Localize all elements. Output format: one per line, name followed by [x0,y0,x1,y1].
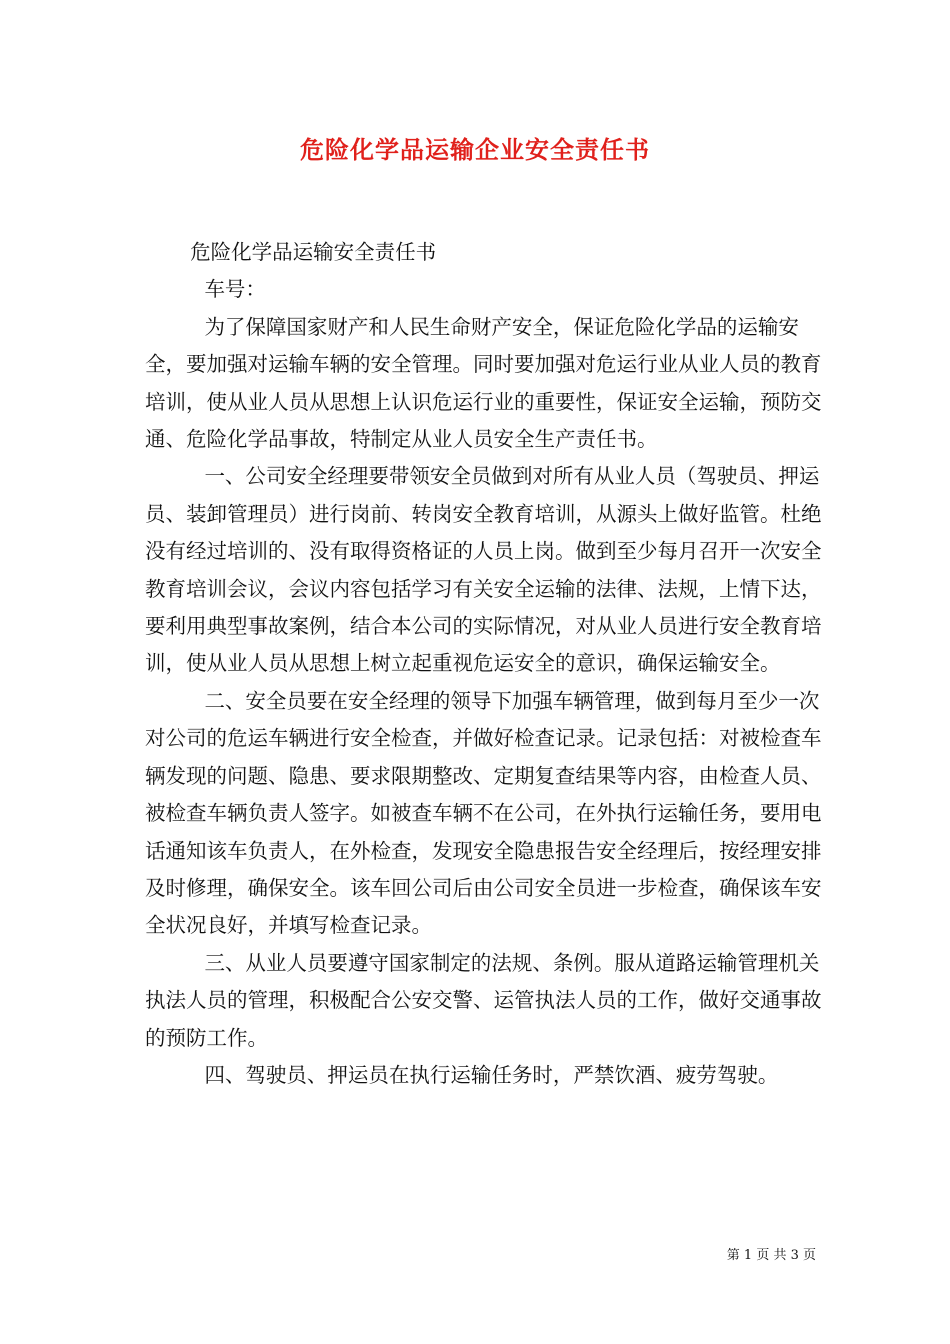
car-number-label: 车号： [204,277,266,302]
paragraph-item-4: 四、驾驶员、押运员在执行运输任务时，严禁饮酒、疲劳驾驶。 [204,1062,779,1087]
document-subtitle: 危险化学品运输安全责任书 [190,240,437,264]
document-title: 危险化学品运输企业安全责任书 [300,135,650,164]
page-number: 第 1 页 共 3 页 [726,1248,816,1263]
paragraph-item-3: 三、从业人员要遵守国家制定的法规、条例。服从道路运输管理机关执法人员的管理，积极配合公安交警、运管执法人员的工作，做好交通事故的预防工作。 [145,950,822,1050]
document-body [145,234,835,1094]
paragraph-intro: 为了保障国家财产和人民生命财产安全，保证危险化学品的运输安全，要加强对运输车辆的安全管理。同时要加强对危运行业从业人员的教育培训，使从业人员从思想上认识危运行业的重要性，保证安全运输，预防交通、危险化学品事故，特制定从业人员安全生产责任书。 [145,314,822,452]
paragraph-item-1: 一、公司安全经理要带领安全员做到对所有从业人员（驾驶员、押运员、装卸管理员）进行岗前、转岗安全教育培训，从源头上做好监管。杜绝没有经过培训的、没有取得资格证的人员上岗。做到至少每月召开一次安全教育培训会议，会议内容包括学习有关安全运输的法律、法规，上情下达，要利用典型事故案例，结合本公司的实际情况，对从业人员进行安全教育培训，使从业人员从思想上树立起重视危运安全的意识，确保运输安全。 [145,464,822,676]
paragraph-item-2: 二、安全员要在安全经理的领导下加强车辆管理，做到每月至少一次对公司的危运车辆进行安全检查，并做好检查记录。记录包括：对被检查车辆发现的问题、隐患、要求限期整改、定期复查结果等内容，由检查人员、被检查车辆负责人签字。如被查车辆不在公司，在外执行运输任务，要用电话通知该车负责人，在外检查，发现安全隐患报告安全经理后，按经理安排及时修理，确保安全。该车回公司后由公司安全员进一步检查，确保该车安全状况良好，并填写检查记录。 [145,688,822,938]
